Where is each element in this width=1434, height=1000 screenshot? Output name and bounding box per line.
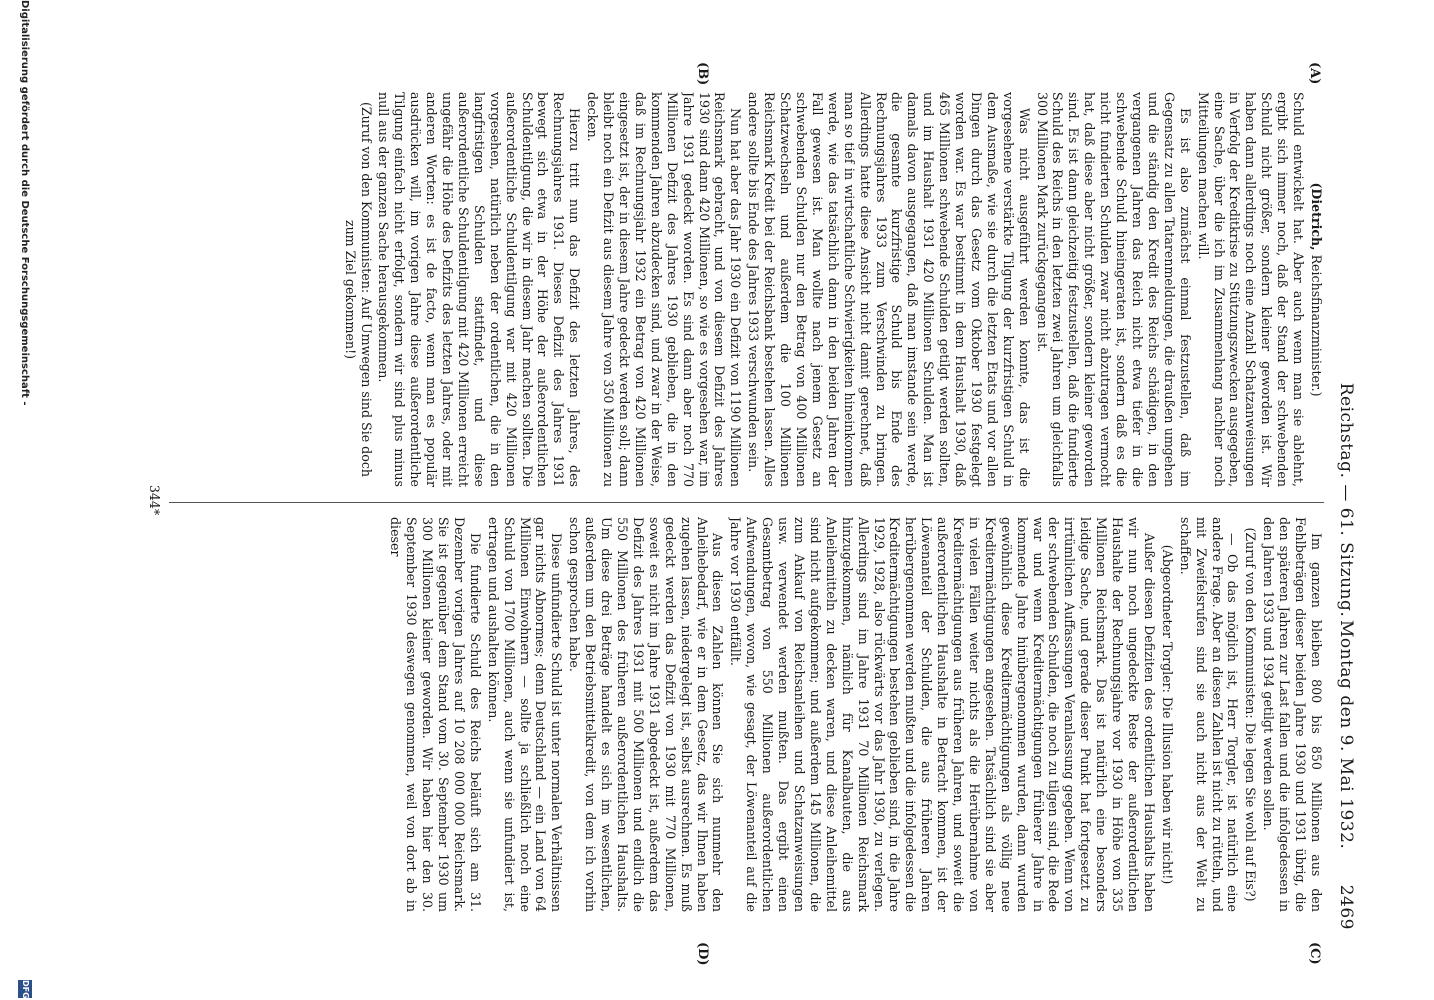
- paragraph: — Ob das möglich ist, Herr Torgler, ist natürlich eine andere Frage. Aber an diesen Zahlen ist nicht zu rütteln, und mit Zweifelsrufen sind sie auch nicht aus der Welt zu schaffen.: [1177, 517, 1241, 912]
- page-footnote: 344*: [147, 484, 162, 516]
- interjection: (Zuruf von den Kommunisten: Die legen Sie wohl auf Eis?): [1243, 527, 1259, 902]
- column-divider: [169, 502, 1324, 503]
- margin-marker-c: (C): [1307, 942, 1322, 965]
- dfg-logo-icon: DFG: [18, 980, 32, 998]
- paragraph: Hierzu tritt nun das Defizit des letzten Jahres, des Rechnungsjahres 1931. Dieses Defizit des Jahres 1931 bewegt sich etwa in der Höhe der außerordentlichen Schuldentilgung, die wir in diesem Jahr machen sollten. Die außerordentliche Schuldentilgung war mit 420 Millionen vorgesehen, natürlich neben der ordentlichen, die in den langfristigen Schulden stattfindet, und diese außerordentliche Schuldentilgung mit 420 Millionen erreicht ungefähr die Höhe des Defizits des letzten Jahres, oder mit anderen Worten: es ist de facto, wenn man es populär ausdrücken will, im vorigen Jahre diese außerordentliche Tilgung einfach nicht erfolgt, sondern wir sind plus minus null aus der ganzen Sache herausgekommen.: [376, 92, 583, 487]
- paragraph: Im ganzen bleiben 800 bis 850 Millionen aus den Fehlbeträgen dieser beiden Jahre 1930 und 1931 übrig, die den späteren Jahren zur Last fallen und die infolgedessen in den Jahren 1933 und 1934 getilgt werden sollen.: [1261, 517, 1324, 912]
- paragraph: Aus diesen Zahlen können Sie sich nunmehr den Anleihebedarf, wie er in dem Gesetz, das wir Ihnen haben zugehen lassen, niedergelegt ist, selbst ausrechnen. Es muß gedeckt werden das Defizit von 1930 mit 770 Millionen, soweit es nicht im Jahre 1931 abgedeckt ist, außerdem das Defizit des Jahres 1931 mit 500 Millionen und endlich die 550 Millionen des früheren außerordentlichen Haushalts. Um diese drei Beträge handelt es sich im wesentlichen, außerdem um den Betriebsmittelkredit, von dem ich vorhin schon gesprochen habe.: [567, 517, 726, 912]
- margin-marker-b: (B): [695, 62, 710, 86]
- paragraph: Diese unfundierte Schuld ist unter normalen Verhältnissen gar nichts Abnormes; denn Deutschland — ein Land von 64 Millionen Einwohnern — sollte ja schließlich noch eine Schuld von 1700 Millionen, auch wenn sie unfundiert ist, ertragen und aushalten können.: [485, 517, 565, 912]
- speaker-name: (Dietrich,: [1309, 182, 1324, 251]
- paragraph: Außer diesen Defiziten des ordentlichen Haushalts haben wir nun noch ungedeckte Reste der außerordentlichen Haushalte der Rechnungsjahre vor 1930 in Höhe von 335 Millionen Reichsmark. Das ist natürlich eine besonders leidige Sache, und gerade dieser Punkt hat fortgesetzt zu irrtümlichen Auffassungen Veranlassung gegeben. Wenn von der schwebenden Schulden, die noch zu tilgen sind, die Rede war und wenn Kreditermächtigungen früherer Jahre in kommende Jahre hinübergenommen wurden, dann wurden gewöhnlich diese Kreditermächtigungen als völlig neue Kreditermächtigungen angesehen. Tatsächlich sind sie aber in vielen Fällen weiter nichts als die Herübernahme von Kreditermächtigungen aus früheren Jahren, und soweit die außerordentlichen Haushalte in Betracht kommen, ist der Löwenanteil der Schulden, die aus früheren Jahren herübergenommen werden mußten und die infolgedessen die Kreditermächtigungen bestehen geblieben sind, in die Jahre 1929, 1928, also rückwärts vor das Jahr 1930, zu verlegen. Allerdings sind im Jahre 1931 70 Millionen Reichsmark hinzugekommen, nämlich für Kanalbauten, die aus Anleihemitteln zu decken waren, und diese Anleihemittel sind nicht aufgekommen; und außerdem 145 Millionen, die zum Ankauf von Reichsanleihen und Schatzanweisungen usw. verwendet werden mußten. Das ergibt einen Gesamtbetrag von 550 Millionen außerordentlichen Aufwendungen, wovon, wie gesagt, der Löwenanteil auf die Jahre vor 1930 entfällt.: [728, 517, 1157, 912]
- page-header: [1330, 70, 1356, 930]
- speaker-line: [1308, 92, 1324, 487]
- left-column: [164, 92, 1324, 487]
- right-column: [164, 517, 1324, 912]
- header-title: Reichstag. — 61. Sitzung.: [1336, 382, 1356, 618]
- page-number: 2469: [1336, 884, 1356, 930]
- speaker-role: Reichsfinanzminister.): [1309, 250, 1324, 397]
- margin-marker-a: (A): [1307, 62, 1322, 85]
- credit-text: Digitalisierung gefördert durch die Deutsche Forschungsgemeinschaft -: [19, 0, 30, 406]
- header-date-and-page: [1336, 620, 1356, 930]
- paragraph: Die fundierte Schuld des Reichs beläuft sich am 31. Dezember vorigen Jahres auf 10 208 000 000 Reichsmark. Sie ist gegenüber dem Stand vom 30. September 1930 um 300 Millionen kleiner geworden. Wir haben hier den 30. September 1930 deswegen genommen, weil von dort ab in dieser: [388, 517, 483, 912]
- paragraph: Nun hat aber das Jahr 1930 ein Defizit von 1190 Millionen Reichsmark gebracht, und von diesem Defizit des Jahres 1930 sind dann 420 Millionen, so wie es vorgesehen war, im Jahre 1931 gedeckt worden. Es sind dann aber noch 770 Millionen Defizit des Jahres 1930 geblieben, die in den kommenden Jahren abzudecken sind, und zwar in der Weise, daß im Rechnungsjahr 1932 ein Betrag von 420 Millionen eingesetzt ist, der in diesem Jahre gedeckt werden soll; dann bleibt noch ein Defizit aus diesem Jahre von 350 Millionen zu decken.: [585, 92, 744, 487]
- margin-marker-d: (D): [695, 942, 710, 966]
- header-date: Montag den 9. Mai 1932.: [1336, 619, 1356, 850]
- paragraph: Was nicht ausgeführt werden konnte, das ist die vorgesehene verstärkte Tilgung der kurzfristigen Schuld in dem Ausmaße, wie sie durch die letzten Etats und vor allen Dingen durch das Gesetz vom Oktober 1930 festgelegt worden war. Es war bestimmt in dem Haushalt 1930, daß 465 Millionen schwebende Schulden getilgt werden sollten, und im Haushalt 1931 420 Millionen Schulden. Man ist damals davon ausgegangen, daß man imstande sein werde, die gesamte kurzfristige Schuld bis Ende des Rechnungsjahres 1933 zum Verschwinden zu bringen. Allerdings hatte diese Ansicht nicht damit gerechnet, daß man so tief in wirtschaftliche Schwierigkeiten hineinkommen werde, wie das tatsächlich dann in den beiden Jahren der Fall gewesen ist. Man wollte nach jenem Gesetz an schwebenden Schulden nur den Betrag von 400 Millionen Schatzwechseln und außerdem die 100 Millionen Reichsmark Kredit bei der Reichsbank bestehen lassen. Alles andere sollte bis Ende des Jahres 1933 verschwunden sein.: [746, 92, 1032, 487]
- paragraph: Schuld entwickelt hat. Aber auch wenn man sie ablehnt, ergibt sich immer noch, daß der Stand der schwebenden Schuld nicht größer, sondern kleiner geworden ist. Wir haben dann allerdings noch eine Anzahl Schatzanweisungen in Verfolg der Kreditkrise zu Stützungszwecken ausgegeben, eine Sache, über die ich im Zusammenhang nachher noch Mitteilungen machen will.: [1195, 92, 1307, 487]
- interjection: (Zuruf von den Kommunisten: Auf Umwegen sind Sie doch zum Ziel gekommen!): [342, 101, 374, 477]
- paragraph: Es ist also zunächst einmal festzustellen, daß im Gegensatz zu allen Tatarenmeldungen, die draußen umgehen und die ständig den Kredit des Reichs schädigen, in den vergangenen Jahren das Reich nicht etwa tiefer in die schwebende Schuld hineingeraten ist, sondern daß es die nicht fundierten Schulden zwar nicht abzutragen vermocht hat, daß diese aber nicht größer, sondern kleiner geworden sind. Es ist dann gleichzeitig festzustellen, daß die fundierte Schuld des Reichs in den letzten zwei Jahren um gleichfalls 300 Millionen Mark zurückgegangen ist.: [1034, 92, 1193, 487]
- digitization-credit: [8, 0, 30, 1000]
- interjection: (Abgeordneter Torgler: Die Illusion haben wir nicht!): [1159, 544, 1175, 885]
